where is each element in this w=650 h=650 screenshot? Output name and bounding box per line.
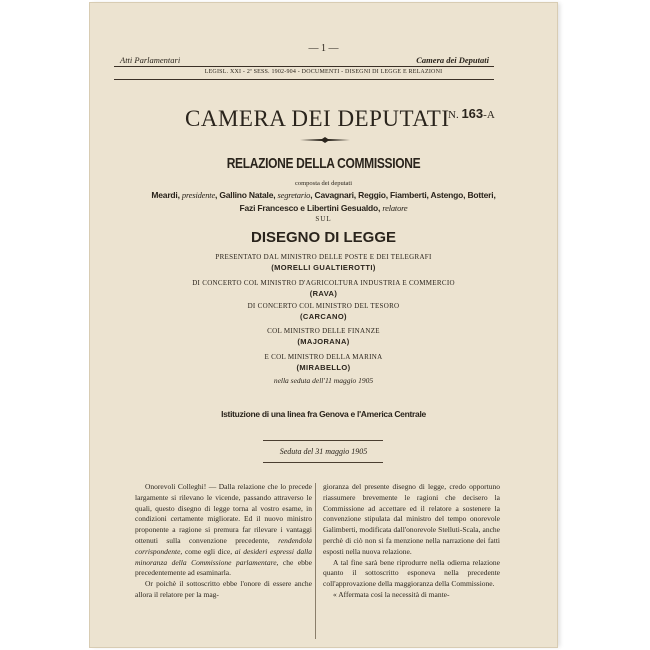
commission-members-line-1 (90, 190, 557, 200)
text-run: Onorevoli Colleghi! — Dalla relazione che lo precede largamente si rilevano le vicende, passando attraverso le quali, questo disegno di legge torna al vostro esame, in condizioni certamente migliorate. Ed il nuovo ministro proponente a ragione si premura far rilevare i vantaggi ottenuti sulla convenzione precedente, (135, 482, 312, 545)
number-suffix: -A (483, 109, 495, 121)
column-separator (315, 483, 316, 639)
text-run: , come egli dice, (180, 546, 235, 556)
body-column-right (323, 482, 500, 601)
subject-line: Istituzione di una linea fra Genova e l'America Centrale (221, 409, 426, 419)
concerto-agricoltura: DI CONCERTO COL MINISTRO D'AGRICOLTURA INDUSTRIA E COMMERCIO (192, 279, 455, 287)
page-number: — 1 — (308, 43, 339, 54)
seduta-rule-top (263, 440, 383, 441)
role-relatore: relatore (382, 203, 408, 213)
minister-mirabello: (MIRABELLO) (296, 363, 351, 372)
paragraph: Or poichè il sottoscritto ebbe l'onore di essere anche allora il relatore per la mag- (135, 579, 312, 599)
minister-rava: (RAVA) (309, 289, 338, 298)
ornament-divider (300, 137, 350, 143)
body-column-left (135, 482, 312, 601)
member-meardi: Meardi, (151, 190, 182, 200)
text-run-italic: ai desideri espressi dalla minoranza della Commissione parlamentare (135, 546, 312, 567)
sul-label: SUL (315, 215, 332, 223)
members-part-a: , Gallino Natale, (215, 190, 278, 200)
chamber-title: CAMERA DEI DEPUTATI (185, 106, 450, 131)
header-rule-bottom (114, 79, 494, 80)
header-rule-top (114, 66, 494, 67)
minister-majorana: (MAJORANA) (297, 337, 350, 346)
concerto-tesoro: DI CONCERTO COL MINISTRO DEL TESORO (247, 302, 400, 310)
session-date: Seduta del 31 maggio 1905 (279, 447, 368, 456)
paragraph: gioranza del presente disegno di legge, credo opportuno riassumere brevemente le ragioni che decisero la Commissione ad accettare ed il relatore a sostenere la convenzione stipulata dal ministro del tempo onorevole Galimberti, modificata dall'onorevole Stelluti-Scala, anche perchè di ciò non si fa menzione nella narrazione dei fatti esposti nella nuova relazione. (323, 482, 500, 556)
members-part-b: , Cavagnari, Reggio, Fiamberti, Astengo, Botteri, (310, 190, 496, 200)
header-left: Atti Parlamentari (120, 55, 181, 65)
document-page (90, 3, 557, 647)
minister-carcano: (CARCANO) (300, 312, 347, 321)
relazione-heading: RELAZIONE DELLA COMMISSIONE (226, 155, 421, 172)
text-run-italic: rendendola corrispondente (135, 535, 312, 556)
role-segretario: segretario (277, 190, 311, 200)
composta-line: composta dei deputati (294, 180, 353, 187)
paragraph: A tal fine sarà bene riprodurre nella odierna relazione quanto il sottoscritto esponeva nella precedente coll'approvazione della maggioranza della Commissione. (323, 557, 500, 589)
text-run: , che ebbe precedentemente ad esaminarla. (135, 557, 312, 578)
presentato-line: PRESENTATO DAL MINISTRO DELLE POSTE E DEI TELEGRAFI (215, 253, 432, 261)
role-presidente: presidente (181, 190, 216, 200)
number-value: 163 (461, 106, 484, 121)
paragraph: « Affermata così la necessità di mante- (333, 589, 450, 599)
header-right: Camera dei Deputati (416, 55, 489, 65)
seduta-rule-bottom (263, 462, 383, 463)
disegno-heading: DISEGNO DI LEGGE (250, 229, 397, 246)
legislature-line: LEGISL. XXI - 2ª SESS. 1902-904 - DOCUMENTI - DISEGNI DI LEGGE E RELAZIONI (204, 69, 443, 75)
commission-members-line-2 (90, 203, 557, 213)
presentation-date: nella seduta dell'11 maggio 1905 (273, 376, 374, 385)
paragraph (135, 482, 312, 579)
concerto-marina: E COL MINISTRO DELLA MARINA (264, 353, 383, 361)
concerto-finanze: COL MINISTRO DELLE FINANZE (267, 327, 380, 335)
minister-morelli: (MORELLI GUALTIEROTTI) (271, 263, 376, 272)
number-prefix: N. (448, 109, 459, 121)
document-number (448, 106, 495, 121)
members-part-c: Fazi Francesco e Libertini Gesualdo, (239, 203, 383, 213)
